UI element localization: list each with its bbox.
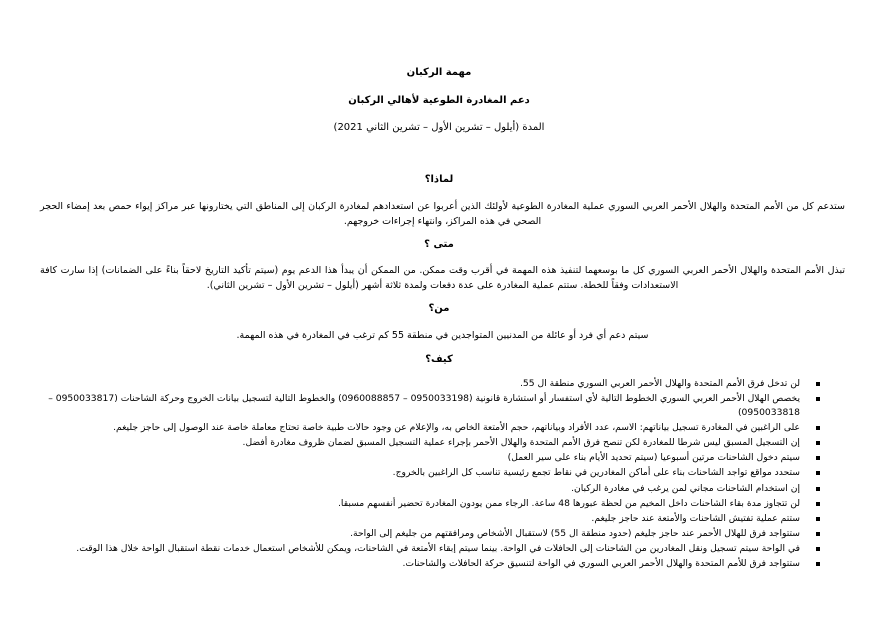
when-paragraph: تبذل الأمم المتحدة والهلال الأحمر العربي السوري كل ما بوسعهما لتنفيذ هذه المهمة في أقرب وقت ممكن. من الممكن أن يبدأ هذا الدعم يوم (سيتم تأكيد التاريخ لاحقاً بناءً على الضمانات) إذا سارت كافة الاستعدادات وفقاً للخطة. ستتم عملية المغادرة على عدة دفعات ولمدة ثلاثة أشهر (أيلول – تشرين الأول – تشرين الثاني). — [40, 265, 845, 291]
document-subtitle: دعم المغادرة الطوعية لأهالي الركبان — [348, 95, 530, 106]
bullet-icon — [816, 441, 820, 445]
why-heading: لماذا؟ — [424, 174, 454, 185]
how-heading: كيف؟ — [425, 354, 453, 365]
who-paragraph: سيتم دعم أي فرد أو عائلة من المدنيين المتواجدين في منطقة 55 كم ترغب في المغادرة في هذه المهمة. — [236, 330, 649, 341]
list-item: في الواحة سيتم تسجيل ونقل المغادرين من الشاحنات إلى الحافلات في الواحة. بينما سيتم إبقاء الأمتعة في الشاحنات، ويمكن للأشخاص استعمال خدمات نقطة استقبال الواحة خلال هذا الوقت. — [40, 542, 820, 556]
bullet-icon — [816, 426, 820, 430]
list-item: ستتواجد فرق للهلال الأحمر عند حاجز جليغم (حدود منطقة ال 55) لاستقبال الأشخاص ومرافقتهم من جليغم إلى الواحة. — [40, 527, 820, 541]
list-item: ستتم عملية تفتيش الشاحنات والأمتعة عند حاجز جليغم. — [40, 512, 820, 526]
document-title: مهمة الركبان — [406, 67, 472, 78]
when-heading: متى ؟ — [424, 239, 454, 250]
bullet-icon — [816, 547, 820, 551]
list-item: على الراغبين في المغادرة تسجيل بياناتهم: الاسم، عدد الأفراد وبياناتهم، حجم الأمتعة الخاص به، والإعلام عن وجود حالات طبية خاصة تحتاج معاملة خاصة عند الوصول إلى حاجز جليغم. — [40, 421, 820, 435]
duration-text: المدة (أيلول – تشرين الأول – تشرين الثاني 2021) — [333, 122, 545, 133]
why-paragraph: ستدعم كل من الأمم المتحدة والهلال الأحمر العربي السوري عملية المغادرة الطوعية لأولئك الذين أعربوا عن استعدادهم لمغادرة الركبان إلى المناطق التي يختارونها عبر مراكز إيواء حمص بعد إمضاء الحجر الصحي في هذه المراكز، وانتهاء إجراءات خروجهم. — [40, 201, 845, 227]
bullet-icon — [816, 471, 820, 475]
list-item: ستتواجد فرق للأمم المتحدة والهلال الأحمر العربي السوري في الواحة لتنسيق حركة الحافلات والشاحنات. — [40, 557, 820, 571]
list-item: يخصص الهلال الأحمر العربي السوري الخطوط التالية لأي استفسار أو استشارة قانونية (0950033198 – 0960088857) والخطوط التالية لتسجيل بيانات الخروج وحركة الشاحنات (0950033817 – 0950033818) — [40, 392, 820, 420]
bullet-icon — [816, 517, 820, 521]
how-list — [40, 377, 820, 572]
list-item: لن تدخل فرق الأمم المتحدة والهلال الأحمر العربي السوري منطقة ال 55. — [40, 377, 820, 391]
list-item: ستحدد مواقع تواجد الشاحنات بناء على أماكن المغادرين في نقاط تجمع رئيسية تناسب كل الراغبين بالخروج. — [40, 466, 820, 480]
bullet-icon — [816, 502, 820, 506]
bullet-icon — [816, 456, 820, 460]
bullet-icon — [816, 382, 820, 386]
list-item: إن التسجيل المسبق ليس شرطا للمغادرة لكن تنصح فرق الأمم المتحدة والهلال الأحمر بإجراء عملية التسجيل المسبق لضمان ظروف مغادرة أفضل. — [40, 436, 820, 450]
who-heading: من؟ — [428, 303, 450, 314]
list-item: لن تتجاوز مدة بقاء الشاحنات داخل المخيم من لحظة عبورها 48 ساعة. الرجاء ممن يودون المغادرة تحضير أنفسهم مسبقا. — [40, 497, 820, 511]
list-item: إن استخدام الشاحنات مجاني لمن يرغب في مغادرة الركبان. — [40, 482, 820, 496]
bullet-icon — [816, 532, 820, 536]
bullet-icon — [816, 397, 820, 401]
bullet-icon — [816, 487, 820, 491]
list-item: سيتم دخول الشاحنات مرتين أسبوعيا (سيتم تحديد الأيام بناء على سير العمل) — [40, 451, 820, 465]
bullet-icon — [816, 562, 820, 566]
